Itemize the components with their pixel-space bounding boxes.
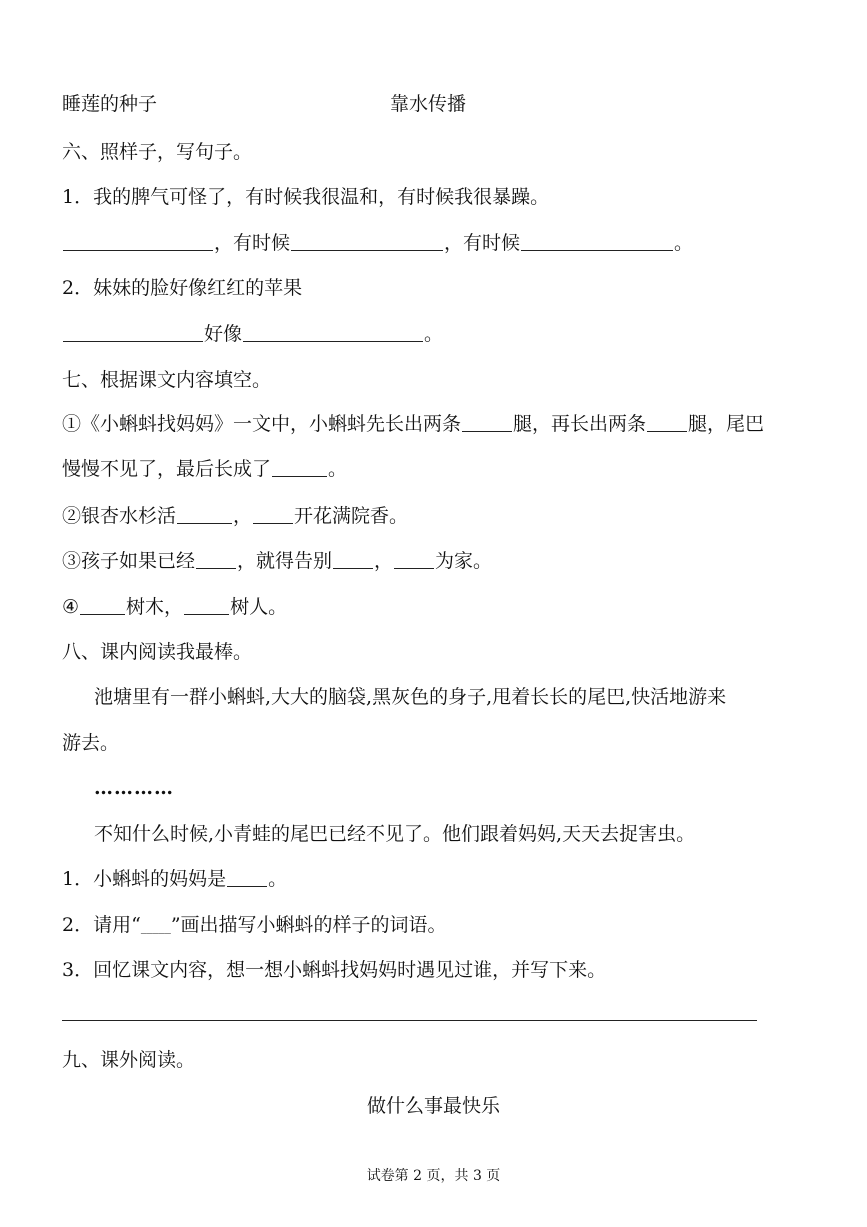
section6-q1-answer: ，有时候 ，有时候 。	[62, 231, 693, 255]
section8-heading: 八、课内阅读我最棒。	[62, 641, 253, 663]
answer-blank[interactable]	[521, 232, 673, 251]
answer-line[interactable]	[62, 1020, 757, 1021]
seed-row	[62, 92, 467, 116]
section8-q2: 2．请用“_____”画出描写小蝌蚪的样子的词语。	[62, 914, 447, 936]
answer-blank[interactable]	[291, 232, 443, 251]
answer-blank[interactable]	[272, 458, 327, 477]
passage-line: 游去。	[62, 732, 120, 754]
section7-item3: ③孩子如果已经 ，就得告别 ， 为家。	[62, 550, 493, 572]
answer-blank[interactable]	[394, 550, 434, 569]
section6-q2-answer: 好像 。	[62, 322, 443, 346]
answer-blank[interactable]	[63, 323, 203, 342]
section6-q2-example: 2．妹妹的脸好像红红的苹果	[62, 277, 303, 299]
answer-blank[interactable]	[184, 596, 229, 615]
underline-mark: _____	[140, 920, 171, 934]
reading-title: 做什么事最快乐	[366, 1095, 500, 1117]
section7-item4: ④ 树木， 树人。	[62, 596, 288, 618]
passage-line: 不知什么时候,小青蛙的尾巴已经不见了。他们跟着妈妈,天天去捉害虫。	[94, 823, 696, 845]
answer-blank[interactable]	[227, 868, 267, 887]
seed-method: 靠水传播	[390, 93, 467, 115]
answer-blank[interactable]	[63, 232, 213, 251]
answer-blank[interactable]	[196, 550, 236, 569]
answer-blank[interactable]	[80, 596, 125, 615]
answer-blank[interactable]	[333, 550, 373, 569]
section7-item1-line2: 慢慢不见了，最后长成了 。	[62, 458, 348, 480]
passage-line: 池塘里有一群小蝌蚪,大大的脑袋,黑灰色的身子,甩着长长的尾巴,快活地游来	[94, 686, 727, 708]
section6-q1-example: 1．我的脾气可怪了，有时候我很温和，有时候我很暴躁。	[62, 186, 550, 208]
page-footer: 试卷第 2 页，共 3 页	[366, 1168, 501, 1184]
answer-blank[interactable]	[177, 505, 232, 524]
answer-blank[interactable]	[243, 323, 423, 342]
section8-q3: 3．回忆课文内容，想一想小蝌蚪找妈妈时遇见过谁，并写下来。	[62, 959, 607, 981]
section7-item2: ②银杏水杉活 ， 开花满院香。	[62, 505, 409, 527]
section7-heading: 七、根据课文内容填空。	[62, 369, 272, 391]
answer-blank[interactable]	[647, 413, 687, 432]
section9-heading: 九、课外阅读。	[62, 1049, 196, 1071]
answer-blank[interactable]	[462, 413, 512, 432]
section8-q1: 1．小蝌蚪的妈妈是 。	[62, 868, 288, 890]
section7-item1-line1: ①《小蝌蚪找妈妈》一文中，小蝌蚪先长出两条 腿，再长出两条 腿，尾巴	[62, 413, 765, 435]
section6-heading: 六、照样子，写句子。	[62, 141, 253, 163]
seed-plant: 睡莲的种子	[62, 93, 158, 115]
answer-blank[interactable]	[253, 505, 293, 524]
passage-ellipsis: …………	[94, 777, 174, 799]
